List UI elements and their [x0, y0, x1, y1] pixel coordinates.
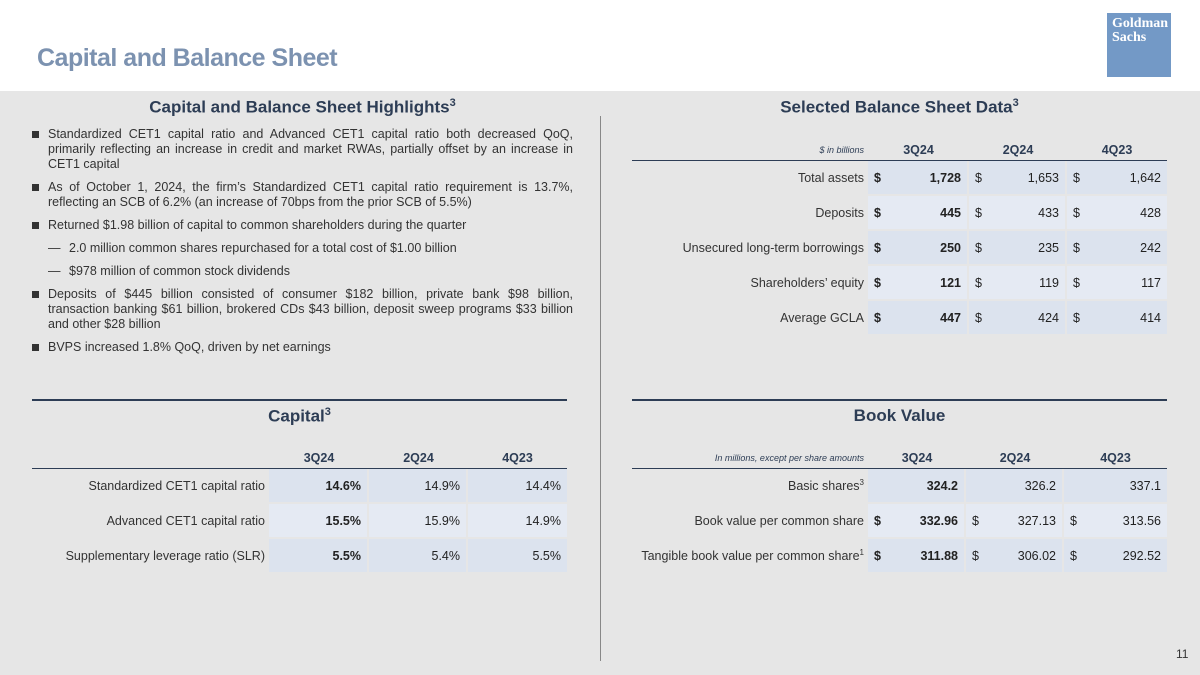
table-cell — [1067, 301, 1167, 336]
table-cell — [1064, 539, 1167, 574]
currency-symbol: $ — [874, 170, 881, 185]
cell-content — [969, 171, 1065, 185]
currency-symbol: $ — [975, 205, 982, 220]
table-cell — [868, 301, 969, 336]
currency-symbol: $ — [1073, 205, 1080, 220]
cell-value: 5.4% — [369, 539, 468, 574]
cell-content — [868, 311, 967, 325]
row-label: Unsecured long-term borrowings — [632, 231, 868, 266]
cell-content — [969, 206, 1065, 220]
cell-value: 1,642 — [1129, 170, 1161, 185]
cell-value: 306.02 — [1017, 548, 1056, 563]
row-label: Shareholders’ equity — [632, 266, 868, 301]
balance-sheet-unit: $ in billions — [632, 139, 868, 161]
capital-top-rule — [32, 399, 567, 401]
cell-content — [868, 276, 967, 290]
column-header-blank — [32, 447, 269, 469]
logo-line-2: Sachs — [1112, 30, 1147, 45]
table-cell — [969, 266, 1067, 301]
cell-value: 445 — [940, 205, 961, 220]
currency-symbol: $ — [972, 548, 979, 563]
book-value-top-rule — [632, 399, 1167, 401]
cell-value: 424 — [1038, 310, 1059, 325]
capital-table — [32, 447, 567, 574]
currency-symbol: $ — [975, 240, 982, 255]
table-cell — [1064, 469, 1167, 504]
row-label-text: Basic shares — [787, 479, 860, 494]
table-row — [32, 469, 567, 504]
cell-value: 15.5% — [269, 504, 369, 539]
cell-content — [966, 514, 1062, 528]
page-title: Capital and Balance Sheet — [37, 44, 338, 72]
table-row — [632, 469, 1167, 504]
table-row — [632, 301, 1167, 336]
currency-symbol: $ — [975, 170, 982, 185]
cell-content — [1067, 276, 1167, 290]
row-label: Deposits — [632, 196, 868, 231]
column-header: 2Q24 — [369, 447, 468, 469]
row-label: Advanced CET1 capital ratio — [32, 504, 269, 539]
cell-value: 5.5% — [269, 539, 369, 574]
currency-symbol: $ — [874, 513, 881, 528]
cell-content — [969, 276, 1065, 290]
highlights-title — [32, 97, 573, 118]
column-header: 4Q23 — [468, 447, 567, 469]
cell-value: 119 — [1039, 275, 1059, 290]
capital-title-sup: 3 — [324, 406, 331, 418]
cell-value: 326.2 — [1024, 478, 1056, 493]
column-header: 2Q24 — [966, 447, 1064, 469]
cell-content — [1067, 311, 1167, 325]
highlights-title-sup: 3 — [449, 97, 456, 109]
table-row — [632, 196, 1167, 231]
row-label — [632, 539, 868, 574]
cell-value: 14.4% — [468, 469, 567, 504]
currency-symbol: $ — [874, 310, 881, 325]
table-cell — [868, 196, 969, 231]
currency-symbol: $ — [874, 240, 881, 255]
cell-content — [966, 479, 1062, 493]
table-cell — [868, 266, 969, 301]
currency-symbol: $ — [1073, 310, 1080, 325]
column-header: 3Q24 — [269, 447, 369, 469]
column-header: 2Q24 — [969, 139, 1067, 161]
list-item: As of October 1, 2024, the firm’s Standardized CET1 capital ratio requirement is 13.7%, reflecting an SCB of 6.2% (an increase of 70bps from the prior SCB of 5.5%) — [32, 180, 573, 210]
cell-value: 332.96 — [919, 513, 958, 528]
table-cell — [966, 469, 1064, 504]
column-header: 4Q23 — [1064, 447, 1167, 469]
logo-line-1: Goldman — [1112, 16, 1169, 31]
cell-value: 15.9% — [369, 504, 468, 539]
currency-symbol: $ — [1073, 275, 1080, 290]
cell-content — [868, 479, 964, 493]
row-label: Average GCLA — [632, 301, 868, 336]
cell-content — [1067, 206, 1167, 220]
list-item: BVPS increased 1.8% QoQ, driven by net earnings — [32, 340, 573, 355]
list-item: Returned $1.98 billion of capital to common shareholders during the quarter — [32, 218, 573, 233]
table-cell — [868, 469, 966, 504]
cell-value: 447 — [940, 310, 961, 325]
cell-content — [1067, 241, 1167, 255]
table-cell — [1064, 504, 1167, 539]
currency-symbol: $ — [975, 310, 982, 325]
row-label — [632, 469, 868, 504]
table-cell — [1067, 196, 1167, 231]
row-label-text: Tangible book value per common share — [641, 549, 860, 564]
currency-symbol: $ — [874, 275, 881, 290]
row-label: Standardized CET1 capital ratio — [32, 469, 269, 504]
cell-value: 311.88 — [920, 548, 958, 563]
currency-symbol: $ — [1073, 240, 1080, 255]
cell-content — [1064, 514, 1167, 528]
table-row — [632, 161, 1167, 196]
cell-value: 1,653 — [1027, 170, 1059, 185]
vertical-divider — [600, 116, 601, 661]
cell-content — [1064, 479, 1167, 493]
cell-content — [969, 241, 1065, 255]
cell-value: 428 — [1140, 205, 1161, 220]
table-cell — [1067, 231, 1167, 266]
table-cell — [969, 196, 1067, 231]
currency-symbol: $ — [975, 275, 982, 290]
cell-content — [868, 514, 964, 528]
row-label-text: Book value per common share — [694, 513, 864, 528]
cell-content — [966, 549, 1062, 563]
table-cell — [969, 301, 1067, 336]
header — [0, 0, 1200, 91]
table-cell — [868, 231, 969, 266]
currency-symbol: $ — [1073, 170, 1080, 185]
row-label: Total assets — [632, 161, 868, 196]
balance-sheet-table — [632, 139, 1167, 336]
table-row — [632, 539, 1167, 574]
cell-content — [868, 549, 964, 563]
list-item: Deposits of $445 billion consisted of consumer $182 billion, private bank $98 billion, transaction banking $61 billion, brokered CDs $43 billion, deposit sweep programs $33 billion and other $28 billion — [32, 287, 573, 332]
cell-value: 327.13 — [1017, 513, 1056, 528]
book-value-title-text: Book Value — [853, 406, 946, 425]
cell-content — [1067, 171, 1167, 185]
highlights-list — [32, 127, 573, 363]
balance-sheet-title-text: Selected Balance Sheet Data — [780, 97, 1013, 117]
table-cell — [1067, 161, 1167, 196]
capital-title — [32, 406, 567, 427]
cell-value: 250 — [940, 240, 961, 255]
cell-value: 14.9% — [468, 504, 567, 539]
cell-value: 117 — [1141, 275, 1161, 290]
row-label: Supplementary leverage ratio (SLR) — [32, 539, 269, 574]
page-number: 11 — [1176, 647, 1189, 661]
cell-value: 14.6% — [269, 469, 369, 504]
currency-symbol: $ — [874, 205, 881, 220]
currency-symbol: $ — [874, 548, 881, 563]
table-cell — [969, 161, 1067, 196]
cell-value: 235 — [1038, 240, 1059, 255]
table-cell — [966, 504, 1064, 539]
cell-value: 1,728 — [929, 170, 961, 185]
currency-symbol: $ — [972, 513, 979, 528]
table-cell — [1067, 266, 1167, 301]
row-label-sup: 3 — [859, 477, 864, 487]
list-item: Standardized CET1 capital ratio and Advanced CET1 capital ratio both decreased QoQ, primarily reflecting an increase in credit and market RWAs, partially offset by an increase in CET1 capital — [32, 127, 573, 172]
book-value-title — [632, 406, 1167, 426]
table-cell — [868, 504, 966, 539]
column-header: 4Q23 — [1067, 139, 1167, 161]
table-row — [632, 231, 1167, 266]
cell-content — [868, 241, 967, 255]
cell-value: 433 — [1038, 205, 1059, 220]
book-value-table — [632, 447, 1167, 574]
table-row — [632, 266, 1167, 301]
table-row — [32, 504, 567, 539]
column-header: 3Q24 — [868, 447, 966, 469]
cell-value: 324.2 — [926, 478, 958, 493]
row-label — [632, 504, 868, 539]
currency-symbol: $ — [1070, 548, 1077, 563]
cell-value: 414 — [1140, 310, 1161, 325]
table-cell — [969, 231, 1067, 266]
cell-value: 242 — [1140, 240, 1161, 255]
balance-sheet-title — [632, 97, 1167, 118]
cell-value: 121 — [940, 275, 961, 290]
table-row — [632, 504, 1167, 539]
column-header: 3Q24 — [868, 139, 969, 161]
goldman-sachs-logo — [1107, 13, 1171, 77]
cell-content — [868, 171, 967, 185]
balance-sheet-title-sup: 3 — [1012, 97, 1019, 109]
highlights-title-text: Capital and Balance Sheet Highlights — [149, 97, 450, 117]
table-cell — [966, 539, 1064, 574]
list-subitem: — $978 million of common stock dividends — [32, 264, 573, 279]
cell-content — [868, 206, 967, 220]
book-value-unit: In millions, except per share amounts — [632, 447, 868, 469]
content-area — [0, 91, 1200, 675]
currency-symbol: $ — [1070, 513, 1077, 528]
cell-value: 5.5% — [468, 539, 567, 574]
cell-value: 337.1 — [1129, 478, 1161, 493]
cell-content — [969, 311, 1065, 325]
list-subitem: — 2.0 million common shares repurchased for a total cost of $1.00 billion — [32, 241, 573, 256]
cell-value: 292.52 — [1122, 548, 1161, 563]
table-cell — [868, 539, 966, 574]
table-row — [32, 539, 567, 574]
row-label-sup: 1 — [859, 547, 864, 557]
cell-content — [1064, 549, 1167, 563]
cell-value: 14.9% — [369, 469, 468, 504]
capital-title-text: Capital — [268, 406, 325, 426]
cell-value: 313.56 — [1122, 513, 1161, 528]
table-cell — [868, 161, 969, 196]
